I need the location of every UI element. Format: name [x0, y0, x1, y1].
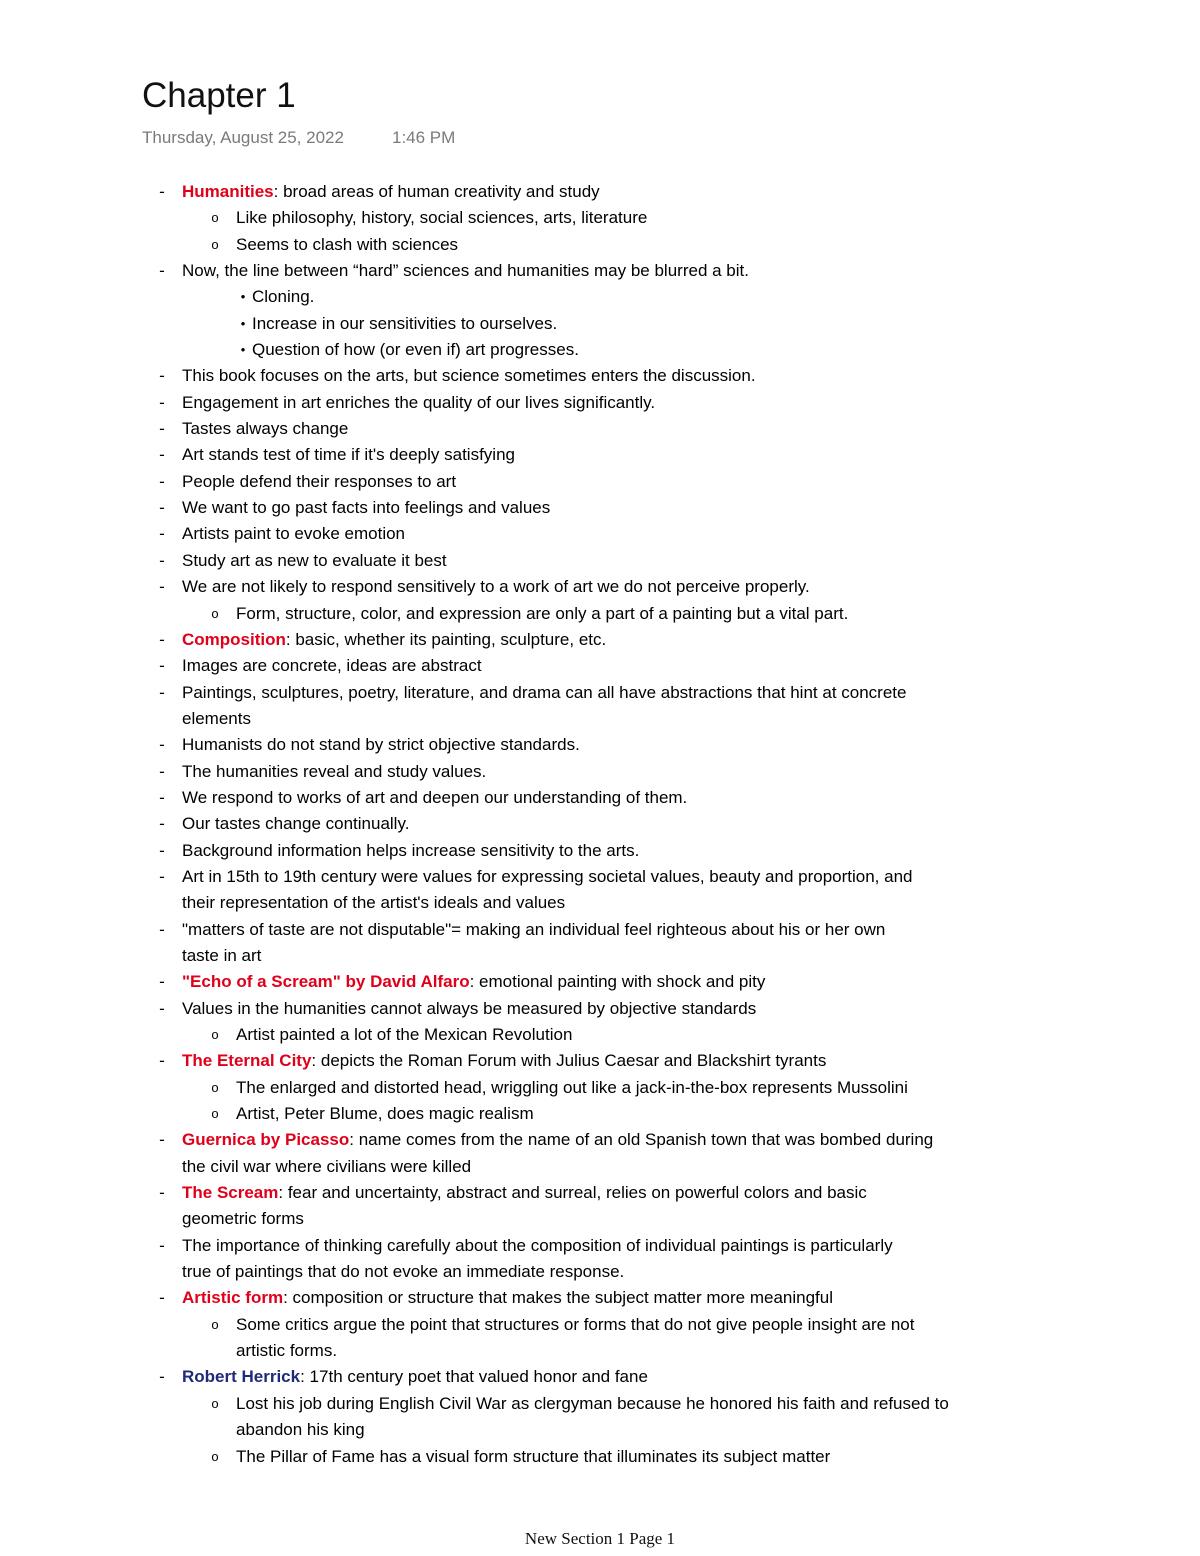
- note-text: [236, 1444, 830, 1470]
- note-body: Engagement in art enriches the quality of our lives significantly.: [182, 392, 656, 412]
- note-body: Artist painted a lot of the Mexican Revolution: [236, 1025, 573, 1044]
- note-text: [236, 601, 848, 627]
- note-body: Humanists do not stand by strict objective standards.: [182, 735, 580, 755]
- dash-bullet-icon: -: [159, 550, 165, 570]
- note-line: [0, 1338, 1200, 1364]
- note-line: [0, 442, 1200, 468]
- note-text: [236, 1338, 337, 1364]
- note-body: The humanities reveal and study values.: [182, 761, 487, 781]
- note-line: [0, 205, 1200, 231]
- note-text: [236, 1022, 572, 1048]
- note-body: Form, structure, color, and expression are only a part of a painting but a vital part.: [236, 603, 849, 623]
- note-body: artistic forms.: [236, 1341, 338, 1361]
- note-text: [182, 680, 906, 706]
- note-line: [0, 917, 1200, 943]
- note-body: We are not likely to respond sensitively to a work of art we do not perceive properly.: [182, 577, 810, 597]
- note-text: [182, 653, 482, 679]
- circle-bullet-icon: o: [211, 1395, 219, 1411]
- note-text: [182, 785, 687, 811]
- note-body: Lost his job during English Civil War as clergyman because he honored his faith and refused to: [236, 1393, 949, 1413]
- note-body: The enlarged and distorted head, wriggling out like a jack-in-the-box represents Mussolini: [236, 1077, 908, 1097]
- note-line: [0, 311, 1200, 337]
- note-line: [0, 416, 1200, 442]
- note-line: [0, 337, 1200, 363]
- note-text: [182, 442, 515, 468]
- dash-bullet-icon: -: [159, 366, 165, 386]
- note-text: [182, 363, 756, 389]
- dash-bullet-icon: -: [159, 682, 165, 702]
- note-text: [182, 996, 756, 1022]
- note-text: [182, 179, 600, 205]
- note-body: Background information helps increase sensitivity to the arts.: [182, 840, 640, 860]
- note-body: abandon his king: [236, 1420, 365, 1440]
- note-text: [182, 943, 261, 969]
- note-body: Paintings, sculptures, poetry, literature, and drama can all have abstractions that hint at concrete: [182, 682, 907, 702]
- note-body: : name comes from the name of an old Spanish town that was bombed during: [349, 1130, 934, 1150]
- dash-bullet-icon: -: [159, 972, 165, 992]
- note-line: [0, 1048, 1200, 1074]
- note-keyword: "Echo of a Scream" by David Alfaro: [182, 972, 470, 992]
- note-line: [0, 1444, 1200, 1470]
- note-body: Now, the line between “hard” sciences and humanities may be blurred a bit.: [182, 261, 749, 281]
- note-line: [0, 627, 1200, 653]
- note-text: [182, 1048, 826, 1074]
- note-body: The Pillar of Fame has a visual form structure that illuminates its subject matter: [236, 1446, 831, 1466]
- note-body: : emotional painting with shock and pity: [469, 972, 766, 992]
- dash-bullet-icon: -: [159, 577, 165, 597]
- note-line: [0, 1180, 1200, 1206]
- note-line: [0, 232, 1200, 258]
- note-text: [182, 890, 565, 916]
- note-body: Tastes always change: [182, 419, 349, 439]
- note-text: [182, 759, 486, 785]
- note-keyword: The Scream: [182, 1183, 279, 1203]
- note-body: : fear and uncertainty, abstract and surreal, relies on powerful colors and basic: [278, 1183, 867, 1203]
- note-body: taste in art: [182, 945, 262, 965]
- note-line: [0, 1127, 1200, 1153]
- page-date: Thursday, August 25, 2022: [142, 128, 344, 147]
- note-body: Cloning.: [252, 287, 315, 307]
- note-line: [0, 284, 1200, 310]
- note-text: [182, 864, 913, 890]
- note-line: [0, 706, 1200, 732]
- note-line: [0, 1417, 1200, 1443]
- dash-bullet-icon: -: [159, 919, 165, 939]
- note-text: [182, 706, 251, 732]
- page-meta: [142, 127, 456, 149]
- note-text: [236, 1417, 365, 1443]
- dash-bullet-icon: -: [159, 629, 165, 649]
- note-body: Like philosophy, history, social sciences, arts, literature: [236, 208, 648, 228]
- note-text: [182, 917, 885, 943]
- note-line: [0, 969, 1200, 995]
- dash-bullet-icon: -: [159, 1183, 165, 1203]
- note-text: [182, 521, 405, 547]
- note-line: [0, 890, 1200, 916]
- dash-bullet-icon: -: [159, 814, 165, 834]
- dash-bullet-icon: -: [159, 524, 165, 544]
- note-body: Art in 15th to 19th century were values for expressing societal values, beauty and proportion, and: [182, 866, 913, 886]
- note-text: [182, 732, 580, 758]
- note-text: [182, 1285, 833, 1311]
- note-text: [182, 811, 409, 837]
- note-keyword: Humanities: [182, 182, 274, 201]
- circle-bullet-icon: o: [211, 605, 219, 621]
- note-text: [182, 969, 765, 995]
- note-body: : composition or structure that makes the subject matter more meaningful: [283, 1288, 833, 1308]
- note-body: : basic, whether its painting, sculpture, etc.: [285, 629, 607, 649]
- note-text: [182, 1127, 933, 1153]
- note-line: [0, 1259, 1200, 1285]
- note-text: [252, 311, 557, 337]
- note-body: geometric forms: [182, 1209, 304, 1229]
- note-text: [182, 1154, 471, 1180]
- page-footer: New Section 1 Page 1: [524, 1529, 676, 1548]
- dash-bullet-icon: -: [159, 1367, 165, 1387]
- dash-bullet-icon: -: [159, 392, 165, 412]
- note-text: [182, 574, 810, 600]
- note-line: [0, 732, 1200, 758]
- dash-bullet-icon: -: [159, 1288, 165, 1308]
- dot-bullet-icon: •: [240, 342, 246, 358]
- note-body: We respond to works of art and deepen our understanding of them.: [182, 787, 688, 807]
- dot-bullet-icon: •: [240, 289, 246, 305]
- note-text: [182, 1233, 893, 1259]
- note-line: [0, 864, 1200, 890]
- dash-bullet-icon: -: [159, 182, 165, 201]
- note-line: [0, 1022, 1200, 1048]
- circle-bullet-icon: o: [211, 1106, 219, 1122]
- page-title: Chapter 1: [142, 76, 296, 115]
- note-line: [0, 574, 1200, 600]
- note-keyword: The Eternal City: [182, 1051, 312, 1071]
- note-text: [236, 1391, 949, 1417]
- note-body: : depicts the Roman Forum with Julius Caesar and Blackshirt tyrants: [311, 1051, 827, 1071]
- note-text: [182, 548, 447, 574]
- note-body: This book focuses on the arts, but science sometimes enters the discussion.: [182, 366, 756, 386]
- note-body: Study art as new to evaluate it best: [182, 550, 447, 570]
- note-line: [0, 495, 1200, 521]
- dash-bullet-icon: -: [159, 735, 165, 755]
- note-line: [0, 1391, 1200, 1417]
- note-line: [0, 521, 1200, 547]
- note-body: Increase in our sensitivities to ourselves.: [252, 313, 558, 333]
- note-line: [0, 1233, 1200, 1259]
- note-line: [0, 548, 1200, 574]
- note-body: Values in the humanities cannot always be measured by objective standards: [182, 998, 757, 1018]
- dash-bullet-icon: -: [159, 1235, 165, 1255]
- note-body: : 17th century poet that valued honor and fane: [300, 1367, 648, 1387]
- dash-bullet-icon: -: [159, 761, 165, 781]
- dash-bullet-icon: -: [159, 656, 165, 676]
- note-text: [252, 284, 314, 310]
- note-line: [0, 1101, 1200, 1127]
- dash-bullet-icon: -: [159, 261, 165, 281]
- note-text: [236, 1101, 534, 1127]
- circle-bullet-icon: o: [211, 1027, 219, 1042]
- note-keyword: Artistic form: [182, 1288, 284, 1308]
- dash-bullet-icon: -: [159, 445, 165, 465]
- dash-bullet-icon: -: [159, 866, 165, 886]
- note-line: [0, 363, 1200, 389]
- note-keyword: Robert Herrick: [182, 1367, 301, 1387]
- note-text: [182, 495, 550, 521]
- note-text: [182, 469, 456, 495]
- note-line: [0, 759, 1200, 785]
- note-body: "matters of taste are not disputable"= making an individual feel righteous about his or her own: [182, 919, 886, 939]
- note-line: [0, 943, 1200, 969]
- note-line: [0, 1364, 1200, 1390]
- circle-bullet-icon: o: [211, 236, 219, 252]
- note-body: elements: [182, 708, 251, 728]
- note-line: [0, 811, 1200, 837]
- note-line: [0, 653, 1200, 679]
- dash-bullet-icon: -: [159, 1130, 165, 1150]
- note-line: [0, 1154, 1200, 1180]
- circle-bullet-icon: o: [211, 1079, 219, 1095]
- note-body: : broad areas of human creativity and study: [273, 182, 600, 201]
- note-body: Some critics argue the point that structures or forms that do not give people insight are not: [236, 1314, 915, 1334]
- note-line: [0, 179, 1200, 205]
- circle-bullet-icon: o: [211, 1448, 219, 1464]
- note-text: [236, 1075, 908, 1101]
- dash-bullet-icon: -: [159, 998, 165, 1018]
- note-line: [0, 258, 1200, 284]
- note-body: Artist, Peter Blume, does magic realism: [236, 1104, 534, 1124]
- dash-bullet-icon: -: [159, 840, 165, 860]
- note-text: [182, 1206, 304, 1232]
- dash-bullet-icon: -: [159, 419, 165, 439]
- note-text: [182, 390, 655, 416]
- note-body: Art stands test of time if it's deeply satisfying: [182, 445, 515, 465]
- note-line: [0, 1285, 1200, 1311]
- note-line: [0, 785, 1200, 811]
- note-keyword: Composition: [182, 629, 286, 649]
- dash-bullet-icon: -: [159, 471, 165, 491]
- note-line: [0, 601, 1200, 627]
- note-text: [182, 1180, 867, 1206]
- note-body: Question of how (or even if) art progresses.: [252, 340, 579, 360]
- note-text: [182, 1259, 624, 1285]
- note-body: People defend their responses to art: [182, 471, 457, 491]
- note-body: The importance of thinking carefully about the composition of individual paintings is particularly: [182, 1235, 893, 1255]
- note-text: [182, 627, 606, 653]
- dot-bullet-icon: •: [240, 315, 246, 331]
- note-keyword: Guernica by Picasso: [182, 1130, 350, 1150]
- note-text: [236, 1312, 914, 1338]
- note-line: [0, 680, 1200, 706]
- note-body: true of paintings that do not evoke an immediate response.: [182, 1262, 625, 1282]
- note-line: [0, 469, 1200, 495]
- note-line: [0, 1312, 1200, 1338]
- note-text: [182, 838, 639, 864]
- note-line: [0, 1075, 1200, 1101]
- dash-bullet-icon: -: [159, 498, 165, 518]
- circle-bullet-icon: o: [211, 210, 219, 226]
- circle-bullet-icon: o: [211, 1316, 219, 1332]
- note-text: [182, 416, 348, 442]
- notes-body: [0, 179, 1200, 1470]
- dash-bullet-icon: -: [159, 787, 165, 807]
- note-body: We want to go past facts into feelings and values: [182, 498, 551, 518]
- page-time: 1:46 PM: [392, 128, 456, 147]
- note-body: Images are concrete, ideas are abstract: [182, 656, 482, 676]
- note-body: Artists paint to evoke emotion: [182, 524, 406, 544]
- note-body: Our tastes change continually.: [182, 814, 410, 834]
- note-line: [0, 1206, 1200, 1232]
- note-text: [182, 1364, 648, 1390]
- note-line: [0, 390, 1200, 416]
- note-body: their representation of the artist's ideals and values: [182, 893, 566, 913]
- note-text: [182, 258, 749, 284]
- note-body: the civil war where civilians were killed: [182, 1156, 472, 1176]
- note-text: [236, 205, 647, 231]
- note-text: [252, 337, 579, 363]
- note-line: [0, 838, 1200, 864]
- note-body: Seems to clash with sciences: [236, 234, 459, 254]
- note-line: [0, 996, 1200, 1022]
- dash-bullet-icon: -: [159, 1051, 165, 1071]
- note-text: [236, 232, 458, 258]
